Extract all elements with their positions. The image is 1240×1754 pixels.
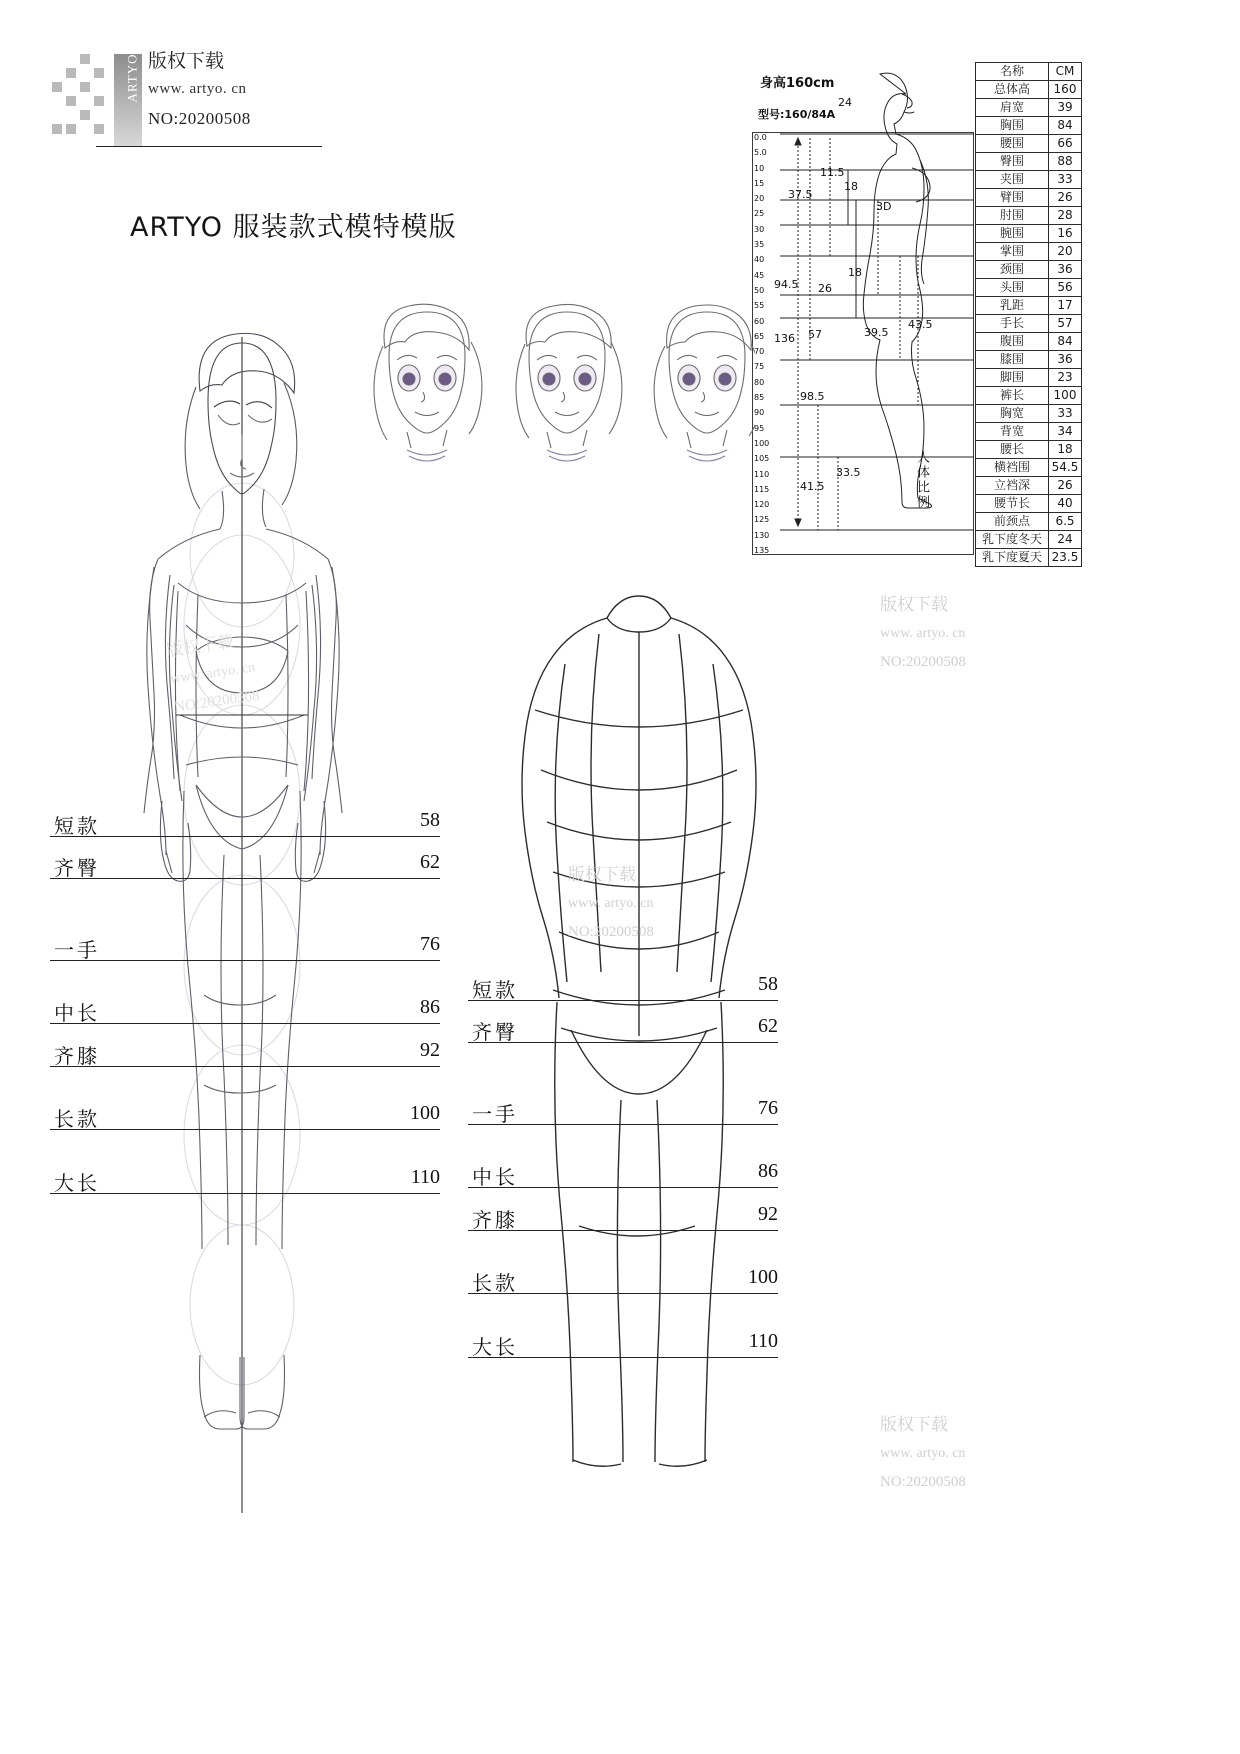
row-label: 臂围 bbox=[976, 189, 1049, 207]
row-value: 23.5 bbox=[1049, 549, 1082, 567]
row-label: 胸宽 bbox=[976, 405, 1049, 423]
row-label: 乳距 bbox=[976, 297, 1049, 315]
row-value: 26 bbox=[1049, 189, 1082, 207]
length-label: 齐膝 bbox=[472, 1208, 518, 1232]
length-value: 110 bbox=[410, 1166, 440, 1188]
length-value: 92 bbox=[758, 1203, 778, 1225]
brand-logo-block bbox=[52, 48, 352, 158]
watermark-bottom-right bbox=[880, 1410, 966, 1496]
body-measurement-table bbox=[975, 62, 1082, 567]
row-value: 100 bbox=[1049, 387, 1082, 405]
watermark-cn: 版权下载 bbox=[165, 631, 236, 662]
row-value: 33 bbox=[1049, 171, 1082, 189]
watermark-cn: 版权下载 bbox=[568, 865, 636, 885]
table-row bbox=[976, 135, 1082, 153]
length-label: 长款 bbox=[472, 1271, 518, 1295]
watermark-right-top bbox=[880, 590, 966, 676]
row-value: 160 bbox=[1049, 81, 1082, 99]
watermark-no: NO:20200508 bbox=[880, 1474, 966, 1490]
watermark-cn: 版权下载 bbox=[880, 595, 948, 615]
table-row bbox=[976, 279, 1082, 297]
table-row bbox=[976, 81, 1082, 99]
row-label: 乳下度冬天 bbox=[976, 531, 1049, 549]
proportion-vertical-label: 人体比例 bbox=[914, 450, 929, 510]
table-row bbox=[976, 207, 1082, 225]
body-proportion-diagram: 身高160cm 型号:160/84A 0.0 5.0 10 15 20 25 30 35 40 45 50 55 60 65 70 75 80 85 90 95 100 105 110 115 120 125 130 135 24 11.5 37.5 18 3D 18 94.5 26 39.5 43.5 136 57 98.5 33.5 41.5 人体比例 bbox=[752, 60, 974, 555]
row-label: 夹围 bbox=[976, 171, 1049, 189]
length-value: 62 bbox=[758, 1015, 778, 1037]
row-label: 胸围 bbox=[976, 117, 1049, 135]
logo-underline bbox=[96, 146, 322, 147]
table-row bbox=[976, 153, 1082, 171]
length-label: 中长 bbox=[54, 1001, 100, 1025]
row-label: 颈围 bbox=[976, 261, 1049, 279]
page-title: ARTYO 服装款式模特模版 bbox=[130, 212, 457, 243]
proportion-model-label: 型号:160/84A bbox=[758, 108, 836, 121]
row-value: 23 bbox=[1049, 369, 1082, 387]
table-row bbox=[976, 99, 1082, 117]
watermark-site: www. artyo. cn bbox=[169, 660, 257, 687]
row-value: 84 bbox=[1049, 333, 1082, 351]
table-row bbox=[976, 423, 1082, 441]
watermark-site: www. artyo. cn bbox=[880, 626, 966, 641]
row-value: 40 bbox=[1049, 495, 1082, 513]
row-label: 头围 bbox=[976, 279, 1049, 297]
length-value: 86 bbox=[420, 996, 440, 1018]
watermark-center-left bbox=[164, 624, 261, 721]
table-row bbox=[976, 261, 1082, 279]
row-label: 腰围 bbox=[976, 135, 1049, 153]
pixel-logo-icon bbox=[52, 48, 142, 148]
row-value: 33 bbox=[1049, 405, 1082, 423]
row-label: 腹围 bbox=[976, 333, 1049, 351]
table-row bbox=[976, 333, 1082, 351]
logo-site: www. artyo. cn bbox=[148, 81, 247, 97]
row-value: 57 bbox=[1049, 315, 1082, 333]
table-header-row bbox=[976, 63, 1082, 81]
row-value: 66 bbox=[1049, 135, 1082, 153]
watermark-cn: 版权下载 bbox=[880, 1415, 948, 1435]
length-label: 齐臀 bbox=[472, 1020, 518, 1044]
length-value: 100 bbox=[410, 1102, 440, 1124]
table-header-cm: CM bbox=[1049, 63, 1082, 81]
row-label: 肘围 bbox=[976, 207, 1049, 225]
row-label: 裤长 bbox=[976, 387, 1049, 405]
table-row bbox=[976, 513, 1082, 531]
proportion-ruler: 0.0 5.0 10 15 20 25 30 35 40 45 50 55 60 65 70 75 80 85 90 95 100 105 110 115 120 125 130 135 bbox=[754, 133, 770, 556]
row-label: 横裆围 bbox=[976, 459, 1049, 477]
row-label: 膝围 bbox=[976, 351, 1049, 369]
table-row bbox=[976, 225, 1082, 243]
row-value: 26 bbox=[1049, 477, 1082, 495]
logo-mark-text: ARTYO bbox=[124, 53, 140, 103]
row-value: 16 bbox=[1049, 225, 1082, 243]
length-value: 86 bbox=[758, 1160, 778, 1182]
row-value: 6.5 bbox=[1049, 513, 1082, 531]
table-row bbox=[976, 315, 1082, 333]
length-label: 一手 bbox=[472, 1102, 518, 1126]
length-label: 大长 bbox=[54, 1171, 100, 1195]
row-value: 34 bbox=[1049, 423, 1082, 441]
logo-number: NO:20200508 bbox=[148, 109, 251, 128]
length-label: 一手 bbox=[54, 938, 100, 962]
watermark-no: NO:20200508 bbox=[568, 924, 654, 940]
watermark-no: NO:20200508 bbox=[173, 687, 261, 716]
length-label: 大长 bbox=[472, 1335, 518, 1359]
table-row bbox=[976, 171, 1082, 189]
length-label: 中长 bbox=[472, 1165, 518, 1189]
length-label: 齐膝 bbox=[54, 1044, 100, 1068]
row-label: 总体高 bbox=[976, 81, 1049, 99]
length-value: 110 bbox=[748, 1330, 778, 1352]
length-value: 92 bbox=[420, 1039, 440, 1061]
proportion-figure-drawing bbox=[752, 60, 974, 555]
table-row bbox=[976, 495, 1082, 513]
row-label: 腕围 bbox=[976, 225, 1049, 243]
row-value: 36 bbox=[1049, 351, 1082, 369]
table-row bbox=[976, 405, 1082, 423]
table-row bbox=[976, 351, 1082, 369]
length-value: 62 bbox=[420, 851, 440, 873]
length-value: 100 bbox=[748, 1266, 778, 1288]
row-value: 28 bbox=[1049, 207, 1082, 225]
row-value: 18 bbox=[1049, 441, 1082, 459]
length-value: 58 bbox=[758, 973, 778, 995]
table-row bbox=[976, 531, 1082, 549]
length-value: 76 bbox=[758, 1097, 778, 1119]
row-label: 前颈点 bbox=[976, 513, 1049, 531]
row-value: 24 bbox=[1049, 531, 1082, 549]
table-row bbox=[976, 117, 1082, 135]
table-row bbox=[976, 369, 1082, 387]
row-label: 立裆深 bbox=[976, 477, 1049, 495]
row-label: 掌围 bbox=[976, 243, 1049, 261]
row-value: 17 bbox=[1049, 297, 1082, 315]
row-label: 脚围 bbox=[976, 369, 1049, 387]
table-row bbox=[976, 243, 1082, 261]
table-row bbox=[976, 441, 1082, 459]
watermark-site: www. artyo. cn bbox=[568, 896, 654, 911]
row-label: 腰长 bbox=[976, 441, 1049, 459]
length-label: 短款 bbox=[472, 978, 518, 1002]
table-row bbox=[976, 297, 1082, 315]
row-label: 手长 bbox=[976, 315, 1049, 333]
table-header-name: 名称 bbox=[976, 63, 1049, 81]
row-label: 肩宽 bbox=[976, 99, 1049, 117]
length-value: 58 bbox=[420, 809, 440, 831]
table-row bbox=[976, 477, 1082, 495]
length-label: 齐臀 bbox=[54, 856, 100, 880]
row-label: 腰节长 bbox=[976, 495, 1049, 513]
row-value: 56 bbox=[1049, 279, 1082, 297]
table-row bbox=[976, 189, 1082, 207]
proportion-height-label: 身高160cm bbox=[760, 76, 835, 91]
row-value: 36 bbox=[1049, 261, 1082, 279]
row-value: 88 bbox=[1049, 153, 1082, 171]
row-label: 背宽 bbox=[976, 423, 1049, 441]
row-value: 84 bbox=[1049, 117, 1082, 135]
table-row bbox=[976, 459, 1082, 477]
watermark-site: www. artyo. cn bbox=[880, 1446, 966, 1461]
length-value: 76 bbox=[420, 933, 440, 955]
length-label: 短款 bbox=[54, 814, 100, 838]
watermark-center-right bbox=[568, 860, 654, 946]
front-figure-template bbox=[100, 295, 480, 1525]
row-value: 39 bbox=[1049, 99, 1082, 117]
table-row bbox=[976, 387, 1082, 405]
row-value: 54.5 bbox=[1049, 459, 1082, 477]
table-row bbox=[976, 549, 1082, 567]
watermark-no: NO:20200508 bbox=[880, 654, 966, 670]
row-value: 20 bbox=[1049, 243, 1082, 261]
row-label: 乳下度夏天 bbox=[976, 549, 1049, 567]
row-label: 臀围 bbox=[976, 153, 1049, 171]
length-label: 长款 bbox=[54, 1107, 100, 1131]
logo-brand-cn: 版权下载 bbox=[148, 50, 225, 72]
